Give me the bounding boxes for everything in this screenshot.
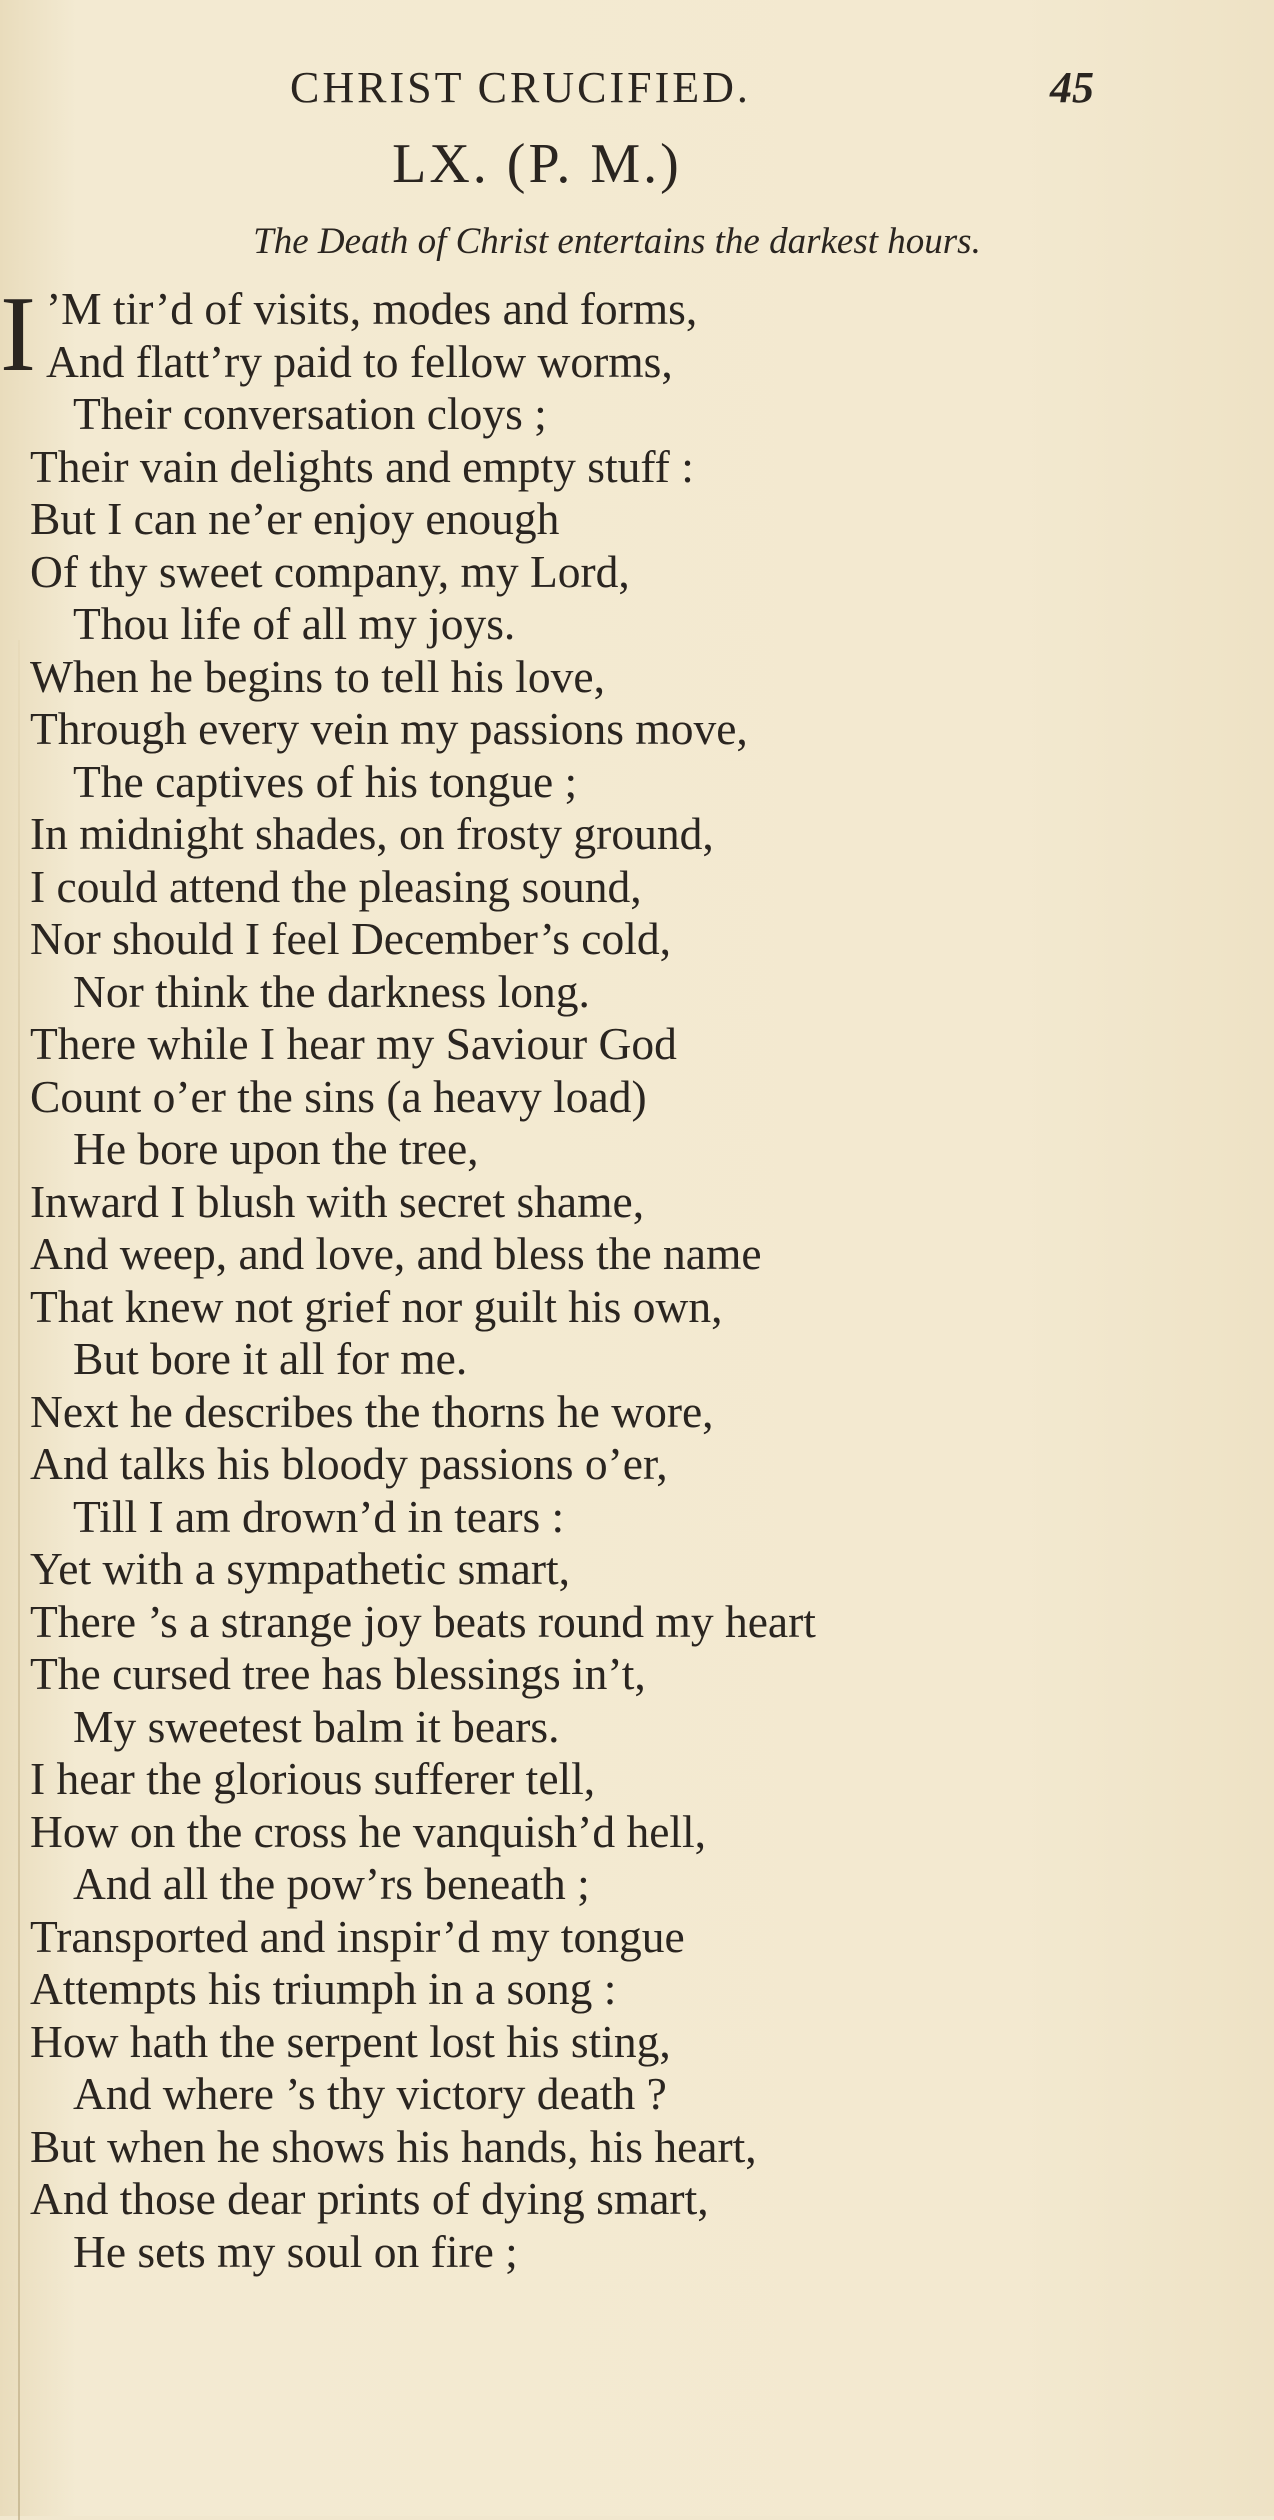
verse-line: But bore it all for me. [73,1333,468,1384]
stanza [0,1018,1274,1386]
verse-line: Of thy sweet company, my Lord, [30,545,630,597]
verse-line: Yet with a sympathetic smart, [30,1543,571,1594]
verse-line: I hear the glorious sufferer tell, [30,1753,596,1804]
stanza [0,651,1274,1019]
verse-line: Count o’er the sins (a heavy load) [30,1070,647,1122]
verse-line: Till I am drown’d in tears : [73,1490,565,1542]
stanza [0,1753,1274,2121]
verse-line: How hath the serpent lost his sting, [30,2015,671,2067]
hymn-number: LX. (P. M.) [392,133,682,195]
verse-line: In midnight shades, on frosty ground, [30,808,714,859]
verse-line: That knew not grief nor guilt his own, [30,1280,723,1332]
verse-line: Inward I blush with secret shame, [30,1175,645,1227]
verse-line: But I can ne’er enjoy enough [30,493,560,544]
verse-line: Attempts his triumph in a song : [30,1963,617,2014]
verse-line: And talks his bloody passions o’er, [30,1438,668,1489]
stanza [0,275,1274,651]
verse-line: He bore upon the tree, [73,1123,479,1174]
verse-line: The captives of his tongue ; [73,755,578,807]
running-title: CHRIST CRUCIFIED. [290,63,751,112]
verse-line: How on the cross he vanquish’d hell, [30,1805,707,1857]
hymn-subtitle: The Death of Christ entertains the darkest hours. [253,221,981,262]
verse-line: But when he shows his hands, his heart, [30,2120,757,2172]
verse-line: Transported and inspir’d my tongue [30,1910,685,1962]
drop-cap: I [0,275,36,394]
verse-line: Next he describes the thorns he wore, [30,1385,714,1437]
verse-line: There while I hear my Saviour God [30,1018,677,1069]
page-number: 45 [1050,63,1094,112]
verse-line: When he begins to tell his love, [30,650,605,702]
verse-line: And where ’s thy victory death ? [73,2068,667,2119]
verse-line: Their vain delights and empty stuff : [30,440,694,492]
verse-line: Thou life of all my joys. [73,598,516,649]
verse-line: Their conversation cloys ; [73,388,547,439]
verse-line: Nor think the darkness long. [73,965,590,1017]
verse-line: And those dear prints of dying smart, [30,2173,709,2224]
poem-body [0,275,1274,2278]
verse-line: Nor should I feel December’s cold, [30,913,671,964]
verse-line: And weep, and love, and bless the name [30,1228,762,1279]
verse-line: I could attend the pleasing sound, [30,860,642,912]
verse-line: He sets my soul on fire ; [73,2225,518,2277]
stanza [0,1386,1274,1754]
stanza [0,2121,1274,2279]
verse-line: Through every vein my passions move, [30,703,748,754]
verse-line: ’M tir’d of visits, modes and forms, [45,283,698,334]
verse-line: My sweetest balm it bears. [73,1700,560,1752]
verse-line: And flatt’ry paid to fellow worms, [45,335,673,387]
verse-line: There ’s a strange joy beats round my heart [30,1595,816,1647]
verse-line: The cursed tree has blessings in’t, [30,1648,646,1699]
verse-line: And all the pow’rs beneath ; [73,1858,590,1909]
